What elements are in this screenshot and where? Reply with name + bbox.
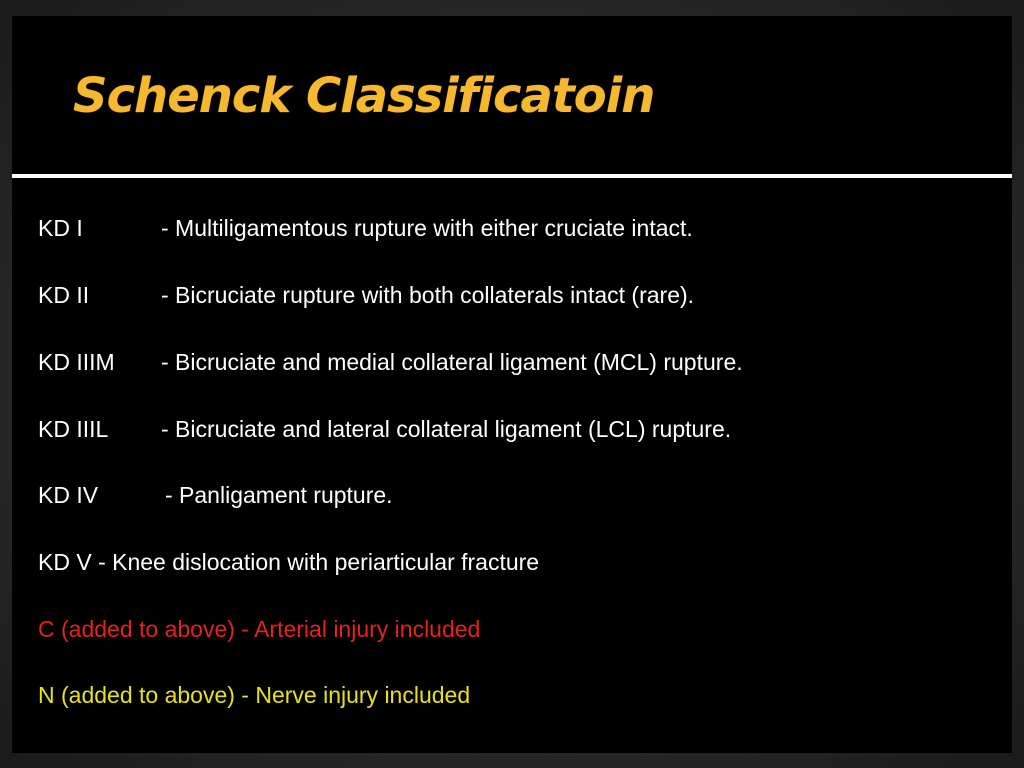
modifier-n-nerve: N (added to above) - Nerve injury included bbox=[38, 682, 471, 708]
slide bbox=[12, 16, 1012, 753]
item-description: - Bicruciate and medial collateral ligament (MCL) rupture. bbox=[161, 349, 743, 375]
modifier-c-arterial: C (added to above) - Arterial injury included bbox=[38, 616, 481, 642]
list-item-kd-v: KD V - Knee dislocation with periarticular fracture bbox=[38, 549, 540, 575]
item-description: - Bicruciate and lateral collateral ligament (LCL) rupture. bbox=[161, 416, 732, 442]
item-description: - Multiligamentous rupture with either cruciate intact. bbox=[161, 215, 693, 241]
item-code: KD II bbox=[38, 282, 90, 308]
item-description: - Bicruciate rupture with both collaterals intact (rare). bbox=[161, 282, 695, 308]
item-code: KD I bbox=[38, 215, 83, 241]
item-code: KD IIIM bbox=[38, 349, 115, 375]
title-divider bbox=[12, 174, 1012, 178]
slide-title: Schenck Classificatoin bbox=[73, 68, 655, 124]
item-code: KD IV bbox=[38, 482, 99, 508]
item-code: KD IIIL bbox=[38, 416, 109, 442]
item-description: - Panligament rupture. bbox=[165, 482, 393, 508]
